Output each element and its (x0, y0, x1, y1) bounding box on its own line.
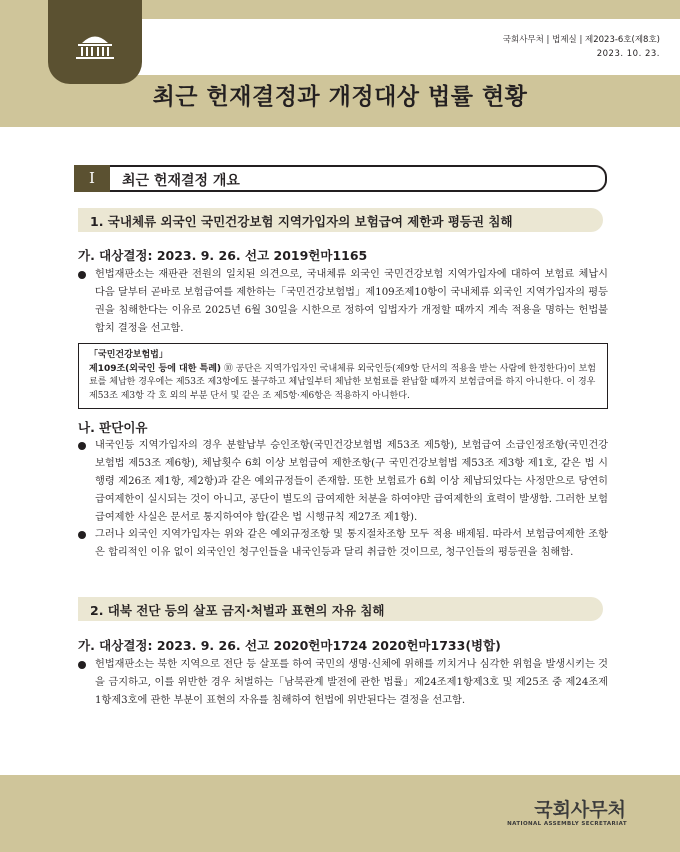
bullet-icon (78, 271, 86, 279)
reason-paragraph-2-text: 그러나 외국인 지역가입자는 위와 같은 예외규정조항 및 통지절차조항 모두 적용 배제됨. 따라서 보험급여제한 조항은 합리적인 이유 없이 외국인인 청구인들을 내국인등과 달리 취급한 것이므로, 청구인들의 평등권을 침해함. (95, 529, 608, 558)
law-body (89, 363, 597, 404)
header-meta (503, 33, 660, 61)
bullet-icon (78, 531, 86, 539)
case1-heading (78, 208, 603, 232)
assembly-dome-icon (74, 30, 116, 60)
case2-paragraph (78, 656, 608, 710)
section-number: Ⅰ (74, 165, 110, 192)
footer-band (0, 775, 680, 852)
reason-paragraph-1 (78, 437, 608, 527)
reason-heading: 나. 판단이유 (78, 420, 148, 435)
law-title: 「국민건강보험법」 (89, 350, 168, 360)
case2-paragraph-text: 헌법재판소는 북한 지역으로 전단 등 살포를 하여 국민의 생명·신체에 위해를 끼치거나 심각한 위험을 발생시키는 것을 금지하고, 이를 위반한 경우 처벌하는「남북관계 발전에 관한 법률」제24조제1항제3호 및 제25조 중 제24조제1항제3호에 관한 부분이 표현의 자유를 침해하여 헌법에 위반된다는 결정을 선고함. (95, 659, 608, 706)
law-article: 제109조(외국인 등에 대한 특례) (89, 363, 222, 374)
publication-date: 2023. 10. 23. (596, 49, 660, 59)
reason-paragraph-1-text: 내국인등 지역가입자의 경우 분할납부 승인조항(국민건강보험법 제53조 제5항), 보험급여 소급인정조항(국민건강보험법 제53조 제6항), 체납횟수 6회 이상 보험급여 제한조항(구 국민건강보험법 제53조 제3항 제1호, 같은 법 시행령 제26조 제1항, 제2항)과 같은 예외규정들이 존재함. 또한 보험료가 6회 이상 체납되었다는 사정만으로 당연히 급여제한이 실시되는 것이 아니고, 공단이 별도의 급여제한 처분을 하여야만 급여제한의 효력이 발생함. 그러한 보험급여제한 사실은 문서로 통지하여야 함(같은 법 시행규칙 제27조 제1항). (95, 440, 608, 523)
reason-paragraph-2 (78, 526, 608, 562)
case1-paragraph (78, 266, 608, 338)
case1-heading-text: 1. 국내체류 외국인 국민건강보험 지역가입자의 보험급여 제한과 평등권 침해 (90, 214, 513, 229)
bullet-icon (78, 661, 86, 669)
publication-info: 국회사무처 | 법제실 | 제2023-6호(제8호) (502, 35, 660, 45)
section-title: 최근 헌재결정 개요 (122, 173, 240, 189)
law-excerpt-box (78, 343, 608, 409)
case1-decision: 가. 대상결정: 2023. 9. 26. 선고 2019헌마1165 (78, 248, 368, 263)
law-text: ⑩ 공단은 지역가입자인 국내체류 외국인등(제9항 단서의 적용을 받는 사람에 한정한다)이 보험료를 체납한 경우에는 제53조 제3항에도 불구하고 체납일부터 체납한 보험료를 완납할 때까지 보험급여를 하지 아니한다. 이 경우 제53조 제3항 각 호 외의 부분 단서 및 같은 조 제5항·제6항은 적용하지 아니한다. (89, 363, 596, 401)
footer-org-english: NATIONAL ASSEMBLY SECRETARIAT (507, 821, 627, 827)
case2-heading-text: 2. 대북 전단 등의 살포 금지·처벌과 표현의 자유 침해 (90, 603, 385, 618)
case1-paragraph-text: 헌법재판소는 재판관 전원의 일치된 의견으로, 국내체류 외국인 국민건강보험 지역가입자에 대하여 보험료 체납시 다음 달부터 곧바로 보험급여를 제한하는「국민건강보험법」제109조제10항이 국내체류 외국인 지역가입자의 평등권을 침해한다는 이유로 2025년 6월 30일을 시한으로 정하여 입법자가 개정할 때까지 계속 적용을 명하는 헌법불합치 결정을 선고함. (95, 269, 608, 334)
case2-heading (78, 597, 603, 621)
footer-org-name: 국회사무처 (534, 799, 626, 821)
logo-tab (48, 0, 142, 84)
case2-decision: 가. 대상결정: 2023. 9. 26. 선고 2020헌마1724 2020헌마1733(병합) (78, 638, 501, 653)
page-title: 최근 헌재결정과 개정대상 법률 현황 (152, 84, 528, 110)
bullet-icon (78, 442, 86, 450)
section-header (74, 165, 607, 192)
